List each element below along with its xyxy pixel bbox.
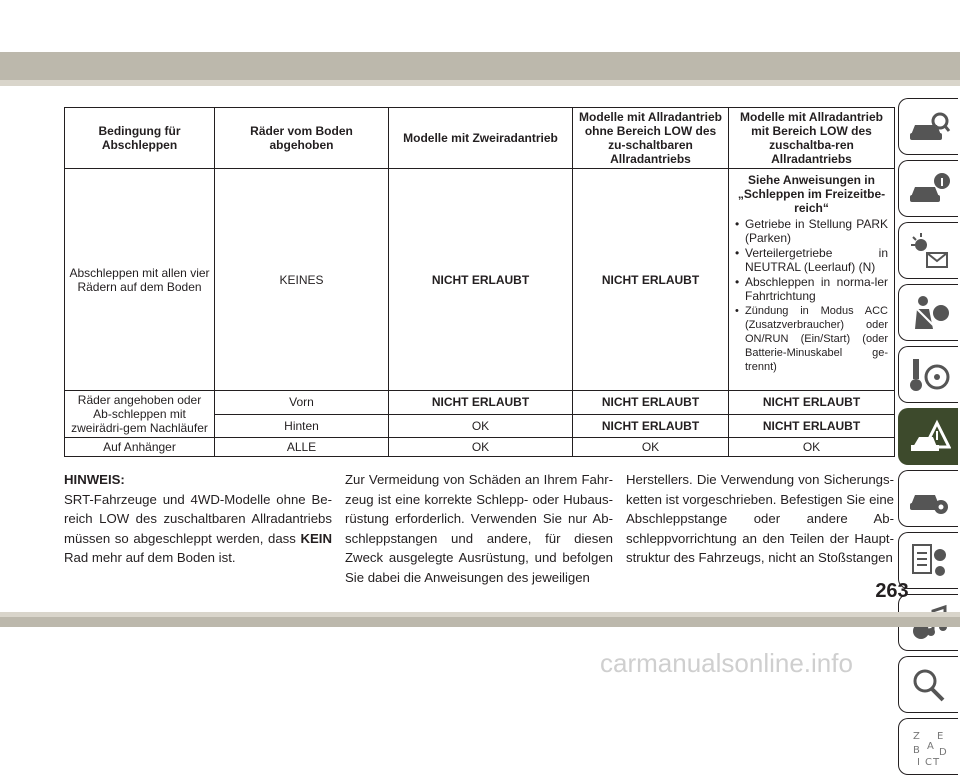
seatbelt-airbag-icon (907, 293, 951, 333)
alphabet-index-icon (907, 727, 951, 767)
svg-text:D: D (938, 746, 947, 758)
towing-conditions-table (64, 107, 895, 457)
header-wheels: Räder vom Boden abgehoben (215, 108, 389, 169)
tab-car-magnifier[interactable] (898, 98, 958, 155)
body-text: Herstellers. Die Verwendung von Sicherungs-ketten ist vorgeschrieben. Befestigen Sie eine Abschleppstange oder andere Ab-schleppvorrichtung an den Teilen der Haupt-struktur des Fahrzeugs, nicht an Stoßstangen (626, 472, 894, 566)
key-steering-wheel-icon (907, 355, 951, 395)
list-item: • Getriebe in Stellung PARK (Parken) (735, 217, 888, 245)
body-column-1 (64, 470, 332, 568)
header-band (0, 52, 960, 80)
cell-condition: Auf Anhänger (65, 438, 215, 457)
cell-condition: Abschleppen mit allen vier Rädern auf dem Boden (65, 169, 215, 391)
table-row (65, 438, 895, 457)
car-service-icon (907, 479, 951, 519)
header-four-wd-low: Modelle mit Allradantrieb mit Bereich LOW des zuschaltba-ren Allradantriebs (729, 108, 895, 169)
car-magnifier-icon (907, 107, 951, 147)
note-emphasis: KEIN (300, 530, 332, 546)
svg-text:Z: Z (912, 730, 920, 742)
header-condition: Bedingung für Abschleppen (65, 108, 215, 169)
table-row (65, 391, 895, 415)
header-four-wd-no-low: Modelle mit Allradantrieb ohne Bereich LOW des zu-schaltbaren Allradantriebs (573, 108, 729, 169)
svg-text:A: A (926, 740, 934, 752)
search-index-icon (907, 665, 951, 705)
table-header-row (65, 108, 895, 169)
cell-four-wd-no-low: NICHT ERLAUBT (573, 169, 729, 391)
cell-two-wd: OK (389, 414, 573, 438)
body-column-3 (626, 470, 894, 568)
car-info-icon (907, 169, 951, 209)
cell-four-wd-low: NICHT ERLAUBT (729, 391, 895, 415)
notes-title: Siehe Anweisungen in „Schleppen im Freizeitbe-reich“ (737, 173, 886, 215)
list-item: • Verteilergetriebe in NEUTRAL (Leerlauf) (N) (735, 246, 888, 274)
header-two-wd: Modelle mit Zweiradantrieb (389, 108, 573, 169)
footer-band (0, 617, 960, 627)
cell-four-wd-low: NICHT ERLAUBT (729, 414, 895, 438)
tab-servicing[interactable] (898, 470, 958, 527)
list-item: • Abschleppen in norma-ler Fahrtrichtung (735, 275, 888, 303)
note-text-end: Rad mehr auf dem Boden ist. (64, 550, 236, 566)
maintenance-specs-icon (907, 541, 951, 581)
table-row (65, 169, 895, 391)
tab-safety[interactable] (898, 284, 958, 341)
cell-recreational-towing-notes (729, 169, 895, 391)
tab-car-info[interactable] (898, 160, 958, 217)
cell-two-wd: OK (389, 438, 573, 457)
cell-two-wd: NICHT ERLAUBT (389, 391, 573, 415)
cell-four-wd-no-low: NICHT ERLAUBT (573, 391, 729, 415)
svg-text:E: E (936, 730, 943, 742)
svg-text:C: C (924, 756, 932, 767)
emergency-warning-triangle-icon (907, 417, 951, 457)
tab-in-case-of-emergency[interactable] (898, 408, 958, 465)
cell-wheels: KEINES (215, 169, 389, 391)
cell-four-wd-no-low: NICHT ERLAUBT (573, 414, 729, 438)
notes-list (735, 217, 888, 374)
cell-wheels: ALLE (215, 438, 389, 457)
page-number: 263 (875, 580, 909, 602)
svg-text:B: B (912, 744, 920, 756)
tab-search[interactable] (898, 656, 958, 713)
warning-light-message-icon (907, 231, 951, 271)
cell-wheels: Hinten (215, 414, 389, 438)
body-column-2 (345, 470, 613, 588)
cell-two-wd: NICHT ERLAUBT (389, 169, 573, 391)
note-heading: HINWEIS: (64, 472, 125, 487)
tab-starting-operating[interactable] (898, 346, 958, 403)
cell-condition: Räder angehoben oder Ab-schleppen mit zweirädri-gem Nachläufer (65, 391, 215, 438)
svg-text:I: I (916, 756, 920, 767)
body-text: Zur Vermeidung von Schäden an Ihrem Fahr-zeug ist eine korrekte Schlepp- oder Hubaus-rüstung erforderlich. Verwenden Sie nur Ab-schleppstangen und andere, für diesen Zweck ausgelegte Ausrüstung, und befolgen Sie dabei die Anweisungen des jeweiligen (345, 472, 613, 585)
list-item: • Zündung in Modus ACC (Zusatzverbraucher) oder ON/RUN (Ein/Start) (oder Batterie-Minuskabel ge-trennt) (735, 304, 888, 374)
cell-four-wd-low: OK (729, 438, 895, 457)
header-stripe (0, 80, 960, 86)
note-text: SRT-Fahrzeuge und 4WD-Modelle ohne Be-reich LOW des zuschaltbaren Allradantriebs müssen so abgeschleppt werden, dass (64, 491, 332, 546)
watermark: carmanualsonline.info (600, 648, 853, 678)
svg-text:T: T (932, 756, 939, 767)
tab-warning-lights[interactable] (898, 222, 958, 279)
cell-wheels: Vorn (215, 391, 389, 415)
tab-index[interactable] (898, 718, 958, 775)
cell-four-wd-no-low: OK (573, 438, 729, 457)
